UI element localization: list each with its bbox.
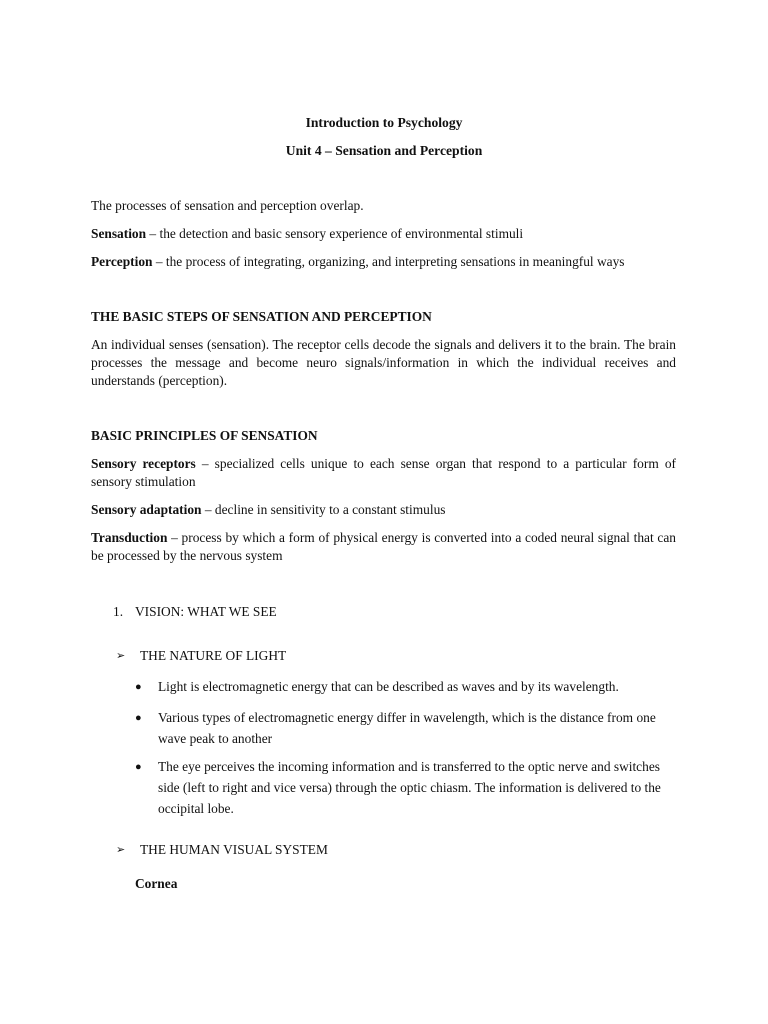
intro-text: The processes of sensation and perception overlap. xyxy=(91,198,364,213)
bullet-icon: ● xyxy=(135,681,142,693)
document-subtitle: Unit 4 – Sensation and Perception xyxy=(285,143,483,158)
definition-term: Sensation xyxy=(91,226,147,241)
principle-transduction xyxy=(91,529,676,565)
definition-sensation xyxy=(91,225,676,243)
principle-sensory-receptors xyxy=(91,455,676,491)
principle-text: – specialized cells unique to each sense organ that respond to a particular form of sensory stimulation xyxy=(91,456,676,489)
principle-term: Transduction xyxy=(91,530,168,545)
section-heading-principles: BASIC PRINCIPLES OF SENSATION xyxy=(91,428,318,443)
list-number: 1. xyxy=(113,604,124,619)
arrow-bullet-icon: ➢ xyxy=(116,650,126,662)
definition-perception xyxy=(91,253,676,271)
section-heading-basic-steps: THE BASIC STEPS OF SENSATION AND PERCEPTION xyxy=(91,309,432,324)
subsection-title-nature-of-light: THE NATURE OF LIGHT xyxy=(140,648,287,663)
principle-term: Sensory adaptation xyxy=(91,502,202,517)
bullet-text: Light is electromagnetic energy that can be described as waves and by its wavelength. xyxy=(158,679,619,694)
bullet-text: Various types of electromagnetic energy differ in wavelength, which is the distance from one wave peak to another xyxy=(158,710,656,746)
principle-text: – decline in sensitivity to a constant stimulus xyxy=(201,502,446,517)
definition-term: Perception xyxy=(91,254,153,269)
principle-term: Sensory receptors xyxy=(91,456,196,471)
arrow-bullet-icon: ➢ xyxy=(116,844,126,856)
document-title: Introduction to Psychology xyxy=(305,115,463,130)
principle-text: – process by which a form of physical energy is converted into a coded neural signal that can be processed by the nervous system xyxy=(91,530,676,563)
bullet-icon: ● xyxy=(135,712,142,724)
subsection-title-human-visual-system: THE HUMAN VISUAL SYSTEM xyxy=(140,842,328,857)
principle-sensory-adaptation xyxy=(91,501,676,519)
list-title-vision: VISION: WHAT WE SEE xyxy=(135,604,277,619)
section-body-basic-steps: An individual senses (sensation). The receptor cells decode the signals and delivers it to the brain. The brain processes the message and become neuro signals/information in which the individual receives and understands (perception). xyxy=(91,337,676,388)
bullet-text: The eye perceives the incoming information and is transferred to the optic nerve and switches side (left to right and vice versa) through the optic chiasm. The information is delivered to the occipital lobe. xyxy=(158,759,661,816)
term-cornea: Cornea xyxy=(135,876,178,891)
bullet-icon: ● xyxy=(135,761,142,773)
definition-text: – the process of integrating, organizing, and interpreting sensations in meaningful ways xyxy=(152,254,625,269)
definition-text: – the detection and basic sensory experience of environmental stimuli xyxy=(146,226,524,241)
